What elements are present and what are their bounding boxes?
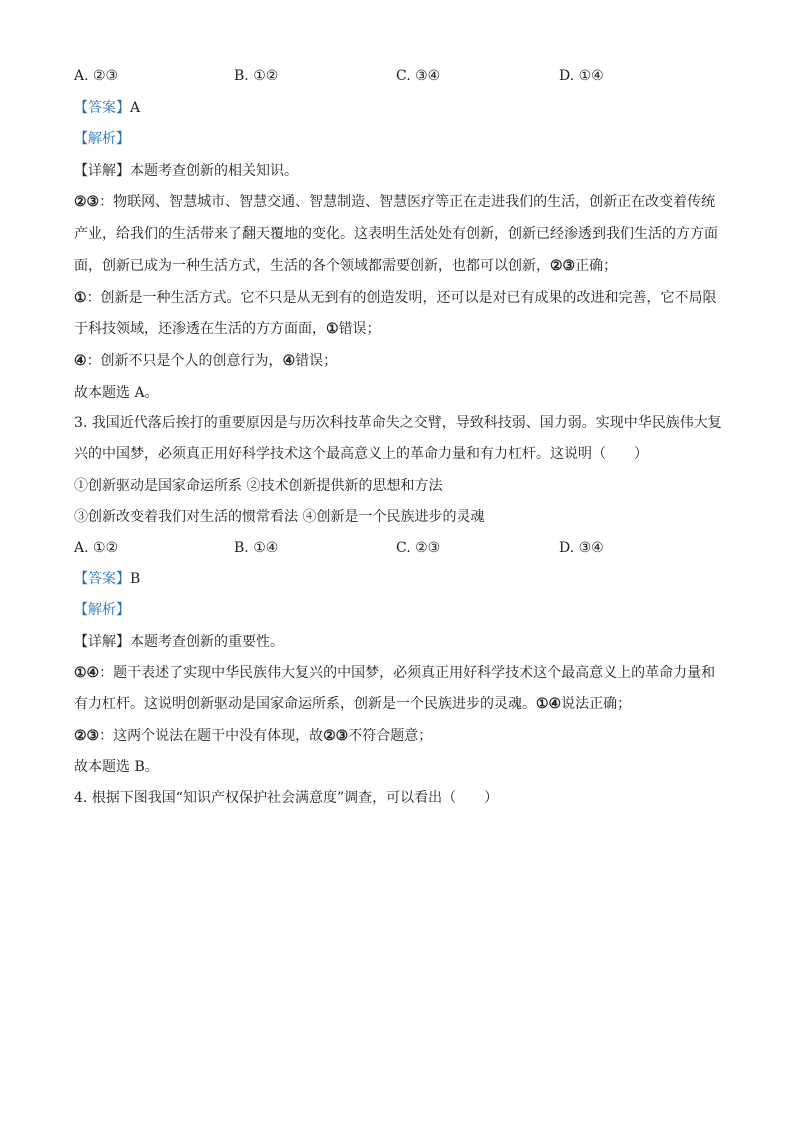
- q3-p1-line1: [74, 664, 734, 682]
- paragraph-text: 于科技领域，还渗透在生活的方方面面，: [74, 321, 326, 337]
- answer-tag: 【答案】: [74, 571, 130, 587]
- q2-p3: [74, 352, 734, 370]
- choice-marks: ②③: [74, 728, 100, 744]
- paragraph-text: 面，创新已成为一种生活方式，生活的各个领域都需要创新，也都可以创新，: [74, 258, 550, 274]
- choice-marks: ②③: [550, 258, 576, 274]
- paragraph-text: 有力杠杆。这说明创新驱动是国家命运所系，创新是一个民族进步的灵魂。: [74, 696, 536, 712]
- q2-p1-line2: [74, 225, 734, 243]
- detail-text: 本题考查创新的重要性。: [130, 634, 284, 650]
- q3-answer: [74, 570, 734, 588]
- q3-p1-line2: [74, 695, 734, 713]
- q3-detail: [74, 633, 734, 651]
- q4-stem: 4. 根据下图我国“知识产权保护社会满意度”调查，可以看出（ ）: [74, 790, 499, 806]
- choice-marks: ②③: [74, 194, 100, 210]
- q2-analysis-heading: [74, 130, 734, 148]
- q3-option-d: D. ③④: [559, 540, 604, 556]
- detail-tag: 【详解】: [74, 163, 130, 179]
- answer-tag: 【答案】: [74, 100, 130, 116]
- q3-stem-line2: 兴的中国梦，必须真正用好科学技术这个最高意义上的革命力量和有力杠杆。这说明（ ）: [74, 446, 648, 462]
- paragraph-text: 说法正确；: [561, 696, 632, 712]
- choice-marks: ①: [326, 321, 339, 337]
- analysis-tag: 【解析】: [74, 602, 130, 618]
- q2-p1-line3: [74, 257, 734, 275]
- paragraph-text: 正确；: [575, 258, 618, 274]
- q3-stem-line1: 3. 我国近代落后挨打的重要原因是与历次科技革命失之交臂，导致科技弱、国力弱。实现中华民族伟大复: [74, 415, 722, 431]
- q2-option-a: A. ②③: [74, 68, 119, 84]
- paragraph-text: ：创新是一种生活方式。它不只是从无到有的创造发明，还可以是对已有成果的改进和完善，它不局限: [86, 290, 717, 306]
- paragraph-text: 不符合题意；: [348, 728, 433, 744]
- q2-detail: [74, 162, 734, 180]
- q2-option-c: C. ③④: [396, 68, 441, 84]
- paragraph-text: 错误；: [295, 353, 338, 369]
- answer-value: A: [130, 100, 141, 116]
- paragraph-text: ：物联网、智慧城市、智慧交通、智慧制造、智慧医疗等正在走进我们的生活，创新正在改变着传统: [99, 194, 716, 210]
- detail-text: 本题考查创新的相关知识。: [130, 163, 298, 179]
- q2-p2-line1: [74, 289, 734, 307]
- answer-value: B: [130, 571, 141, 587]
- analysis-tag: 【解析】: [74, 131, 130, 147]
- paragraph-text: 产业，给我们的生活带来了翻天覆地的变化。这表明生活处处有创新，创新已经渗透到我们生活的方方面: [74, 226, 718, 242]
- paragraph-text: 错误；: [338, 321, 381, 337]
- choice-marks: ①: [74, 290, 87, 306]
- q2-answer: [74, 99, 734, 117]
- q3-choices-line1: ①创新驱动是国家命运所系 ②技术创新提供新的思想和方法: [74, 478, 443, 494]
- choice-marks: ①④: [74, 665, 100, 681]
- q3-option-c: C. ②③: [396, 540, 441, 556]
- q3-analysis-heading: [74, 601, 734, 619]
- q2-option-d: D. ①④: [559, 68, 604, 84]
- q3-p2: [74, 727, 734, 745]
- choice-marks: ④: [74, 353, 87, 369]
- detail-tag: 【详解】: [74, 634, 130, 650]
- q3-option-a: A. ①②: [74, 540, 119, 556]
- choice-marks: ④: [282, 353, 296, 369]
- q2-p2-line2: [74, 320, 734, 338]
- paragraph-text: ：题干表述了实现中华民族伟大复兴的中国梦，必须真正用好科学技术这个最高意义上的革命力量和: [99, 665, 716, 681]
- paragraph-text: ：这两个说法在题干中没有体现，故: [99, 728, 324, 744]
- q2-option-b: B. ①②: [234, 68, 279, 84]
- q2-conclusion: 故本题选 A。: [74, 385, 159, 401]
- paragraph-text: ：创新不只是个人的创意行为，: [86, 353, 283, 369]
- q2-p1-line1: [74, 193, 734, 211]
- q3-choices-line2: ③创新改变着我们对生活的惯常看法 ④创新是一个民族进步的灵魂: [74, 509, 485, 525]
- choice-marks: ①④: [536, 696, 562, 712]
- choice-marks: ②③: [323, 728, 349, 744]
- q3-option-b: B. ①④: [234, 540, 279, 556]
- q3-conclusion: 故本题选 B。: [74, 759, 159, 775]
